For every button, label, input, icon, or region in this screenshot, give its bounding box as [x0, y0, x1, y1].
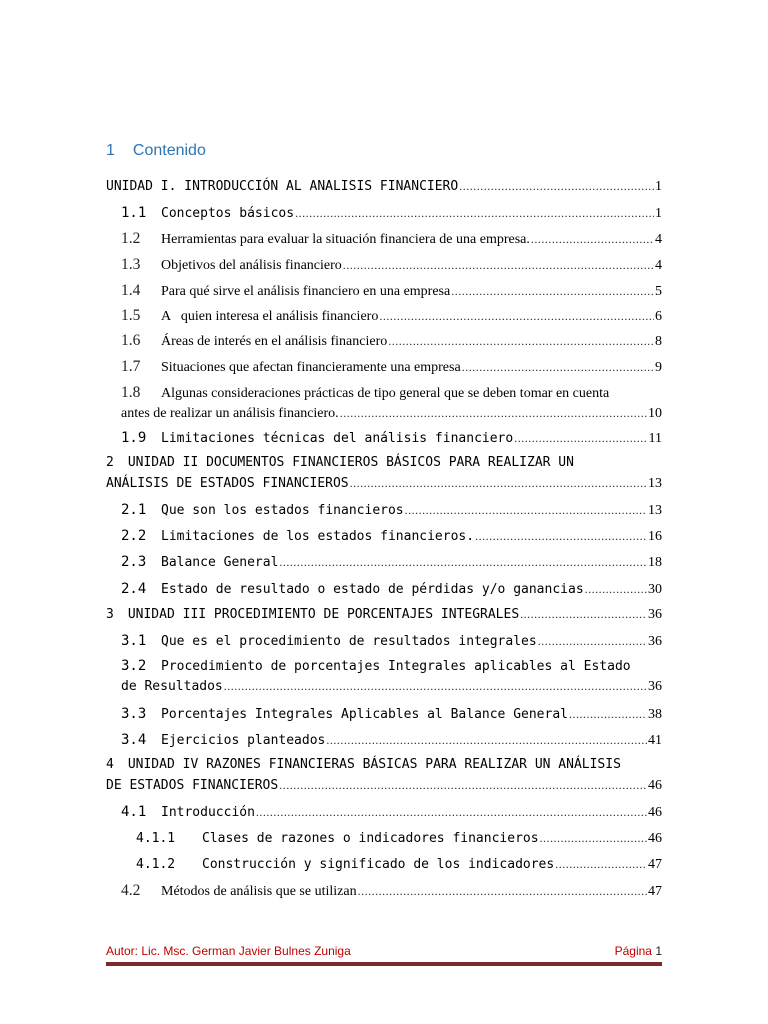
toc-entry-title: Para qué sirve el análisis financiero en una empresa	[161, 284, 451, 299]
toc-entry-number: 1.1	[121, 205, 147, 221]
toc-entry-number: 3.1	[121, 633, 147, 649]
toc-heading-number: 1	[106, 142, 115, 159]
toc-entry-title: Introducción	[161, 805, 255, 820]
toc-entry-title: Algunas consideraciones prácticas de tipo general que se deben tomar en cuenta	[161, 386, 610, 401]
toc-entry-number: 1.2	[121, 230, 141, 247]
toc-entry-unit-4[interactable]	[106, 755, 662, 795]
toc-entry-page: 11	[648, 431, 662, 446]
toc-entry-title: UNIDAD IV RAZONES FINANCIERAS BÁSICAS PARA REALIZAR UN ANÁLISIS	[127, 757, 621, 772]
toc-entry-title: A quien interesa el análisis financiero	[161, 309, 379, 324]
dot-leader	[405, 500, 647, 520]
dot-leader	[343, 255, 654, 275]
toc-entry-number: 1.7	[121, 358, 141, 375]
dot-leader	[451, 281, 654, 301]
toc-entry-number: 4	[106, 757, 114, 772]
toc-entry-unit-2[interactable]	[106, 453, 662, 493]
toc-entry-title: Herramientas para evaluar la situación financiera de una empresa.	[161, 232, 530, 247]
toc-entry-1-1[interactable]	[121, 203, 662, 223]
toc-entry-page: 38	[648, 707, 662, 722]
toc-entry-number: 2	[106, 455, 114, 470]
toc-entry-3-1[interactable]	[121, 631, 662, 651]
toc-entry-page: 47	[648, 884, 662, 899]
toc-entry-number: 1.4	[121, 282, 141, 299]
dot-leader	[350, 473, 647, 493]
toc-entry-title: Objetivos del análisis financiero	[161, 258, 342, 273]
author-name: Lic. Msc. German Javier Bulnes	[138, 944, 315, 958]
toc-entry-number: 3.2	[121, 658, 147, 674]
toc-entry-1-6[interactable]	[121, 331, 662, 351]
page-label: Página	[614, 944, 652, 958]
toc-entry-2-3[interactable]	[121, 552, 662, 572]
toc-entry-title: Áreas de interés en el análisis financiero	[161, 334, 388, 349]
toc-entry-title: UNIDAD III PROCEDIMIENTO DE PORCENTAJES INTEGRALES	[127, 607, 520, 622]
page-footer	[106, 944, 662, 964]
toc-entry-number: 3.4	[121, 732, 147, 748]
dot-leader	[279, 552, 647, 572]
dot-leader	[538, 631, 647, 651]
toc-entry-2-1[interactable]	[121, 500, 662, 520]
toc-entry-page: 13	[648, 476, 662, 491]
toc-entry-number: 4.2	[121, 882, 141, 899]
toc-heading-title: Contenido	[132, 142, 206, 159]
toc-entry-page: 1	[655, 179, 662, 194]
toc-entry-page: 4	[655, 258, 662, 273]
toc-entry-number: 1.3	[121, 256, 141, 273]
toc-entry-1-7[interactable]	[121, 357, 662, 377]
toc-entry-page: 36	[648, 634, 662, 649]
toc-entry-title-continued: antes de realizar un análisis financiero.	[121, 406, 339, 421]
toc-entry-title: Balance General	[161, 555, 279, 570]
toc-entry-page: 46	[648, 805, 662, 820]
dot-leader	[555, 854, 647, 874]
dot-leader	[531, 229, 654, 249]
footer-divider	[106, 962, 662, 966]
dot-leader	[388, 331, 654, 351]
toc-entry-title-continued: ANÁLISIS DE ESTADOS FINANCIEROS	[106, 476, 349, 491]
footer-page-number	[615, 944, 662, 958]
toc-entry-number: 2.4	[121, 581, 147, 597]
toc-entry-page: 30	[648, 582, 662, 597]
dot-leader	[514, 428, 647, 448]
toc-entry-page: 41	[648, 733, 662, 748]
toc-entry-1-5[interactable]	[121, 306, 662, 326]
toc-entry-title: Métodos de análisis que se utilizan	[161, 884, 357, 899]
toc-entry-unit-1[interactable]	[106, 176, 662, 196]
toc-entry-title: Situaciones que afectan financieramente una empresa	[161, 360, 461, 375]
toc-entry-title: Clases de razones o indicadores financieros	[202, 831, 539, 846]
author-surname: Zuniga	[314, 944, 351, 958]
toc-entry-1-9[interactable]	[121, 428, 662, 448]
toc-entry-title: Limitaciones técnicas del análisis financiero	[161, 431, 514, 446]
dot-leader	[520, 604, 647, 624]
toc-entry-title: Construcción y significado de los indicadores	[202, 857, 555, 872]
toc-entry-3-3[interactable]	[121, 704, 662, 724]
toc-entry-1-2[interactable]	[121, 229, 662, 249]
dot-leader	[279, 775, 647, 795]
toc-entry-page: 10	[648, 406, 662, 421]
toc-entry-page: 47	[648, 857, 662, 872]
toc-entry-number: 1.8	[121, 384, 141, 401]
toc-entry-4-1-2[interactable]	[136, 854, 662, 874]
toc-entry-2-2[interactable]	[121, 526, 662, 546]
toc-entry-title: UNIDAD I. INTRODUCCIÓN AL ANALISIS FINANCIERO	[106, 179, 459, 194]
dot-leader	[540, 828, 647, 848]
dot-leader	[379, 306, 654, 326]
toc-entry-page: 46	[648, 778, 662, 793]
toc-entry-title: Que son los estados financieros	[161, 503, 404, 518]
dot-leader	[459, 176, 654, 196]
toc-entry-page: 46	[648, 831, 662, 846]
dot-leader	[224, 676, 647, 696]
toc-entry-page: 36	[648, 679, 662, 694]
toc-entry-4-1[interactable]	[121, 802, 662, 822]
dot-leader	[256, 802, 647, 822]
toc-entry-title: Ejercicios planteados	[161, 733, 326, 748]
dot-leader	[295, 203, 654, 223]
toc-entry-page: 5	[655, 284, 662, 299]
toc-entry-page: 8	[655, 334, 662, 349]
toc-entry-title-continued: de Resultados	[121, 679, 223, 694]
dot-leader	[326, 730, 647, 750]
toc-entry-title-continued: DE ESTADOS FINANCIEROS	[106, 778, 279, 793]
toc-entry-page: 9	[655, 360, 662, 375]
toc-entry-title: UNIDAD II DOCUMENTOS FINANCIEROS BÁSICOS PARA REALIZAR UN	[127, 455, 574, 470]
dot-leader	[462, 357, 654, 377]
dot-leader	[475, 526, 647, 546]
toc-entry-1-3[interactable]	[121, 255, 662, 275]
toc-entry-number: 4.1	[121, 804, 147, 820]
author-label: Autor:	[106, 944, 139, 958]
toc-entry-page: 1	[655, 206, 662, 221]
toc-entry-3-2[interactable]	[121, 656, 662, 696]
toc-entry-page: 16	[648, 529, 662, 544]
toc-entry-number: 2.3	[121, 554, 147, 570]
toc-entry-number: 3	[106, 607, 114, 622]
toc-entry-3-4[interactable]	[121, 730, 662, 750]
toc-entry-unit-3[interactable]	[106, 604, 662, 624]
toc-heading	[106, 142, 206, 160]
toc-entry-title: Procedimiento de porcentajes Integrales aplicables al Estado	[161, 659, 631, 674]
toc-entry-number: 3.3	[121, 706, 147, 722]
dot-leader	[340, 403, 647, 423]
dot-leader	[569, 704, 647, 724]
toc-entry-page: 4	[655, 232, 662, 247]
dot-leader	[358, 881, 647, 901]
toc-entry-number: 4.1.2	[136, 857, 176, 872]
toc-entry-number: 1.5	[121, 307, 141, 324]
toc-entry-1-4[interactable]	[121, 281, 662, 301]
toc-entry-4-1-1[interactable]	[136, 828, 662, 848]
footer-author	[106, 944, 351, 958]
toc-entry-title: Limitaciones de los estados financieros.	[161, 529, 475, 544]
toc-entry-title: Que es el procedimiento de resultados integrales	[161, 634, 537, 649]
toc-entry-page: 6	[655, 309, 662, 324]
toc-entry-number: 4.1.1	[136, 831, 176, 846]
toc-entry-page: 13	[648, 503, 662, 518]
toc-entry-2-4[interactable]	[121, 579, 662, 599]
toc-entry-4-2[interactable]	[121, 881, 662, 901]
toc-entry-number: 2.1	[121, 502, 147, 518]
toc-entry-title: Porcentajes Integrales Aplicables al Balance General	[161, 707, 568, 722]
toc-entry-page: 36	[648, 607, 662, 622]
dot-leader	[585, 579, 647, 599]
toc-entry-title: Estado de resultado o estado de pérdidas y/o ganancias	[161, 582, 584, 597]
toc-entry-page: 18	[648, 555, 662, 570]
toc-entry-1-8[interactable]	[121, 383, 662, 423]
toc-entry-title: Conceptos básicos	[161, 206, 295, 221]
toc-entry-number: 1.6	[121, 332, 141, 349]
toc-entry-number: 1.9	[121, 430, 147, 446]
toc-entry-number: 2.2	[121, 528, 147, 544]
page-number: 1	[655, 944, 662, 958]
